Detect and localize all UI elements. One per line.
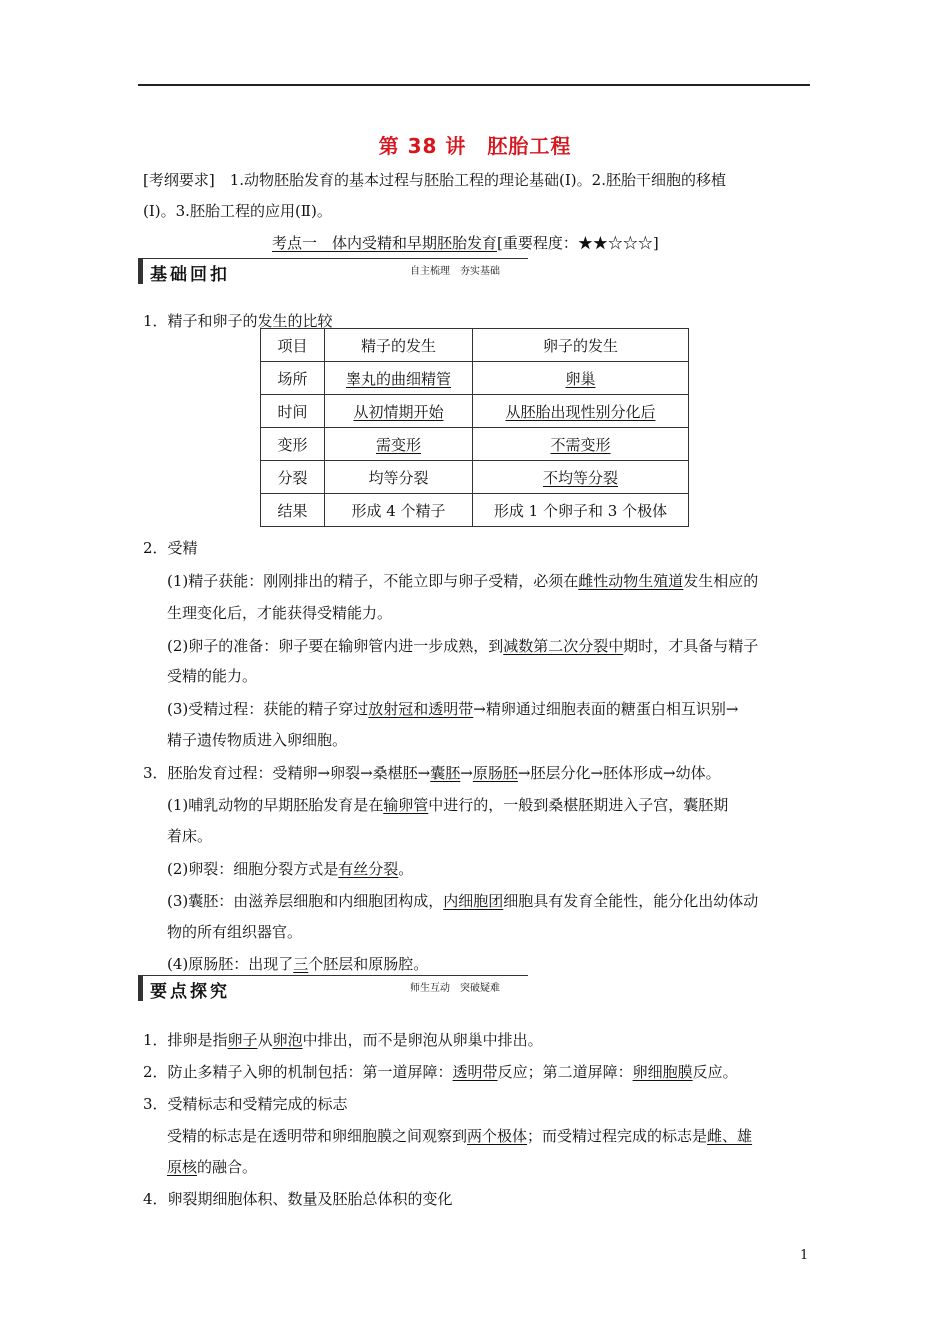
answer-blank: 卵细胞膜 [632, 1063, 693, 1081]
answer-blank: 有丝分裂 [338, 860, 399, 878]
answer-blank: 卵泡 [272, 1031, 303, 1049]
text: (3)囊胚：由滋养层细胞和内细胞团构成， [167, 892, 444, 910]
item2-heading: 2．受精 [143, 539, 198, 557]
top-rule [138, 84, 810, 86]
text: 中排出，而不是卵泡从卵巢中排出。 [302, 1031, 543, 1049]
answer-blank: 透明带 [452, 1063, 498, 1081]
table-cell: 需变形 [375, 435, 421, 454]
text: 细胞具有发育全能性，能分化出幼体动 [503, 892, 759, 910]
text: 中进行的，一般到桑椹胚期进入子宫，囊胚期 [428, 796, 729, 814]
text: (2)卵子的准备：卵子要在输卵管内进一步成熟，到 [167, 637, 504, 655]
text: 期时，才具备与精子 [623, 637, 759, 655]
table-row [261, 362, 689, 395]
table-cell: 场所 [261, 362, 325, 395]
item2-p1 [167, 571, 758, 591]
section-subtitle: 师生互动 突破疑难 [410, 983, 500, 994]
section-title: 要点探究 [150, 982, 230, 1002]
text: 发生相应的 [683, 572, 759, 590]
item3-p1-cont: 着床。 [167, 827, 213, 845]
requirements-line-1: [考纲要求] 1.动物胚胎发育的基本过程与胚胎工程的理论基础(Ⅰ)。2.胚胎干细胞的移植 [143, 171, 726, 189]
text: (1)哺乳动物的早期胚胎发育是在 [167, 796, 384, 814]
item3-heading [143, 763, 721, 783]
answer-blank: 三 [293, 955, 309, 973]
comparison-table [260, 328, 689, 527]
table-cell: 从胚胎出现性别分化后 [505, 402, 656, 421]
text: → [460, 764, 473, 782]
importance-rating: [重要程度：★★☆☆☆] [497, 234, 659, 252]
key-point-1 [143, 1030, 543, 1050]
answer-blank: 囊胚 [430, 764, 461, 782]
table-row [261, 494, 689, 527]
key-point-3-body [167, 1126, 752, 1146]
table-row [261, 329, 689, 362]
section-subtitle: 自主梳理 夯实基础 [410, 266, 500, 277]
table-cell: 形成 4 个精子 [325, 494, 473, 527]
table-cell: 从初情期开始 [353, 402, 444, 421]
item2-p2-cont: 受精的能力。 [167, 667, 258, 685]
answer-blank: 放射冠和透明带 [368, 700, 474, 718]
text: 的融合。 [197, 1158, 258, 1176]
requirements-line-2: (Ⅰ)。3.胚胎工程的应用(Ⅱ)。 [143, 202, 332, 220]
answer-blank: 雌、雄 [707, 1127, 753, 1145]
item3-p1 [167, 795, 728, 815]
item3-p4 [167, 954, 428, 974]
answer-blank: 输卵管 [383, 796, 429, 814]
table-cell: 不均等分裂 [542, 468, 618, 487]
item2-p2 [167, 636, 758, 656]
table-cell: 不需变形 [550, 435, 611, 454]
text: 反应；第二道屏障： [497, 1063, 633, 1081]
table-cell: 卵巢 [565, 369, 596, 388]
table-row [261, 395, 689, 428]
item2-p1-cont: 生理变化后，才能获得受精能力。 [167, 604, 393, 622]
section-basic [138, 258, 528, 284]
topic-heading [272, 233, 659, 253]
item1-heading: 1．精子和卵子的发生的比较 [143, 312, 333, 330]
text: 个胚层和原肠腔。 [308, 955, 429, 973]
key-point-3-cont [167, 1157, 257, 1177]
section-marker [138, 975, 143, 1001]
text: 受精的标志是在透明带和卵细胞膜之间观察到 [167, 1127, 468, 1145]
page-title: 第 38 讲 胚胎工程 [378, 134, 572, 158]
table-cell: 变形 [261, 428, 325, 461]
text: →精卵通过细胞表面的糖蛋白相互识别→ [473, 700, 739, 718]
text: 从 [257, 1031, 273, 1049]
text: (2)卵裂：细胞分裂方式是 [167, 860, 339, 878]
answer-blank: 雌性动物生殖道 [578, 572, 684, 590]
text: (3)受精过程：获能的精子穿过 [167, 700, 369, 718]
answer-blank: 原核 [167, 1158, 198, 1176]
text: (4)原肠胚：出现了 [167, 955, 294, 973]
answer-blank: 原肠胚 [472, 764, 518, 782]
section-title: 基础回扣 [150, 265, 230, 285]
item2-p3-cont: 精子遗传物质进入卵细胞。 [167, 731, 348, 749]
topic-title: 考点一 体内受精和早期胚胎发育 [272, 234, 498, 252]
page-number: 1 [800, 1248, 809, 1263]
section-divider [138, 975, 528, 976]
text: ；而受精过程完成的标志是 [527, 1127, 708, 1145]
item3-p3-cont: 物的所有组织器官。 [167, 923, 303, 941]
table-cell: 形成 1 个卵子和 3 个极体 [473, 494, 689, 527]
text: →胚层分化→胚体形成→幼体。 [517, 764, 721, 782]
text: 2．防止多精子入卵的机制包括：第一道屏障： [143, 1063, 453, 1081]
section-divider [138, 258, 528, 259]
item2-p3 [167, 699, 738, 719]
table-cell: 分裂 [261, 461, 325, 494]
answer-blank: 减数第二次分裂中 [503, 637, 624, 655]
table-row [261, 461, 689, 494]
key-point-2 [143, 1062, 738, 1082]
item3-p2 [167, 859, 413, 879]
table-cell: 精子的发生 [325, 329, 473, 362]
table-cell: 项目 [261, 329, 325, 362]
key-point-4-heading: 4．卵裂期细胞体积、数量及胚胎总体积的变化 [143, 1190, 453, 1208]
key-point-3-heading: 3．受精标志和受精完成的标志 [143, 1095, 348, 1113]
answer-blank: 内细胞团 [443, 892, 504, 910]
item3-p3 [167, 891, 758, 911]
section-key-points [138, 975, 528, 1001]
answer-blank: 两个极体 [467, 1127, 528, 1145]
table-cell: 睾丸的曲细精管 [345, 369, 451, 388]
answer-blank: 卵子 [227, 1031, 258, 1049]
text: (1)精子获能：刚刚排出的精子，不能立即与卵子受精，必须在 [167, 572, 579, 590]
section-marker [138, 258, 143, 284]
text: 1．排卵是指 [143, 1031, 228, 1049]
text: 反应。 [692, 1063, 738, 1081]
text: 3．胚胎发育过程：受精卵→卵裂→桑椹胚→ [143, 764, 431, 782]
table-cell: 结果 [261, 494, 325, 527]
table-cell: 时间 [261, 395, 325, 428]
table-row [261, 428, 689, 461]
table-cell: 均等分裂 [325, 461, 473, 494]
text: 。 [398, 860, 414, 878]
table-cell: 卵子的发生 [473, 329, 689, 362]
